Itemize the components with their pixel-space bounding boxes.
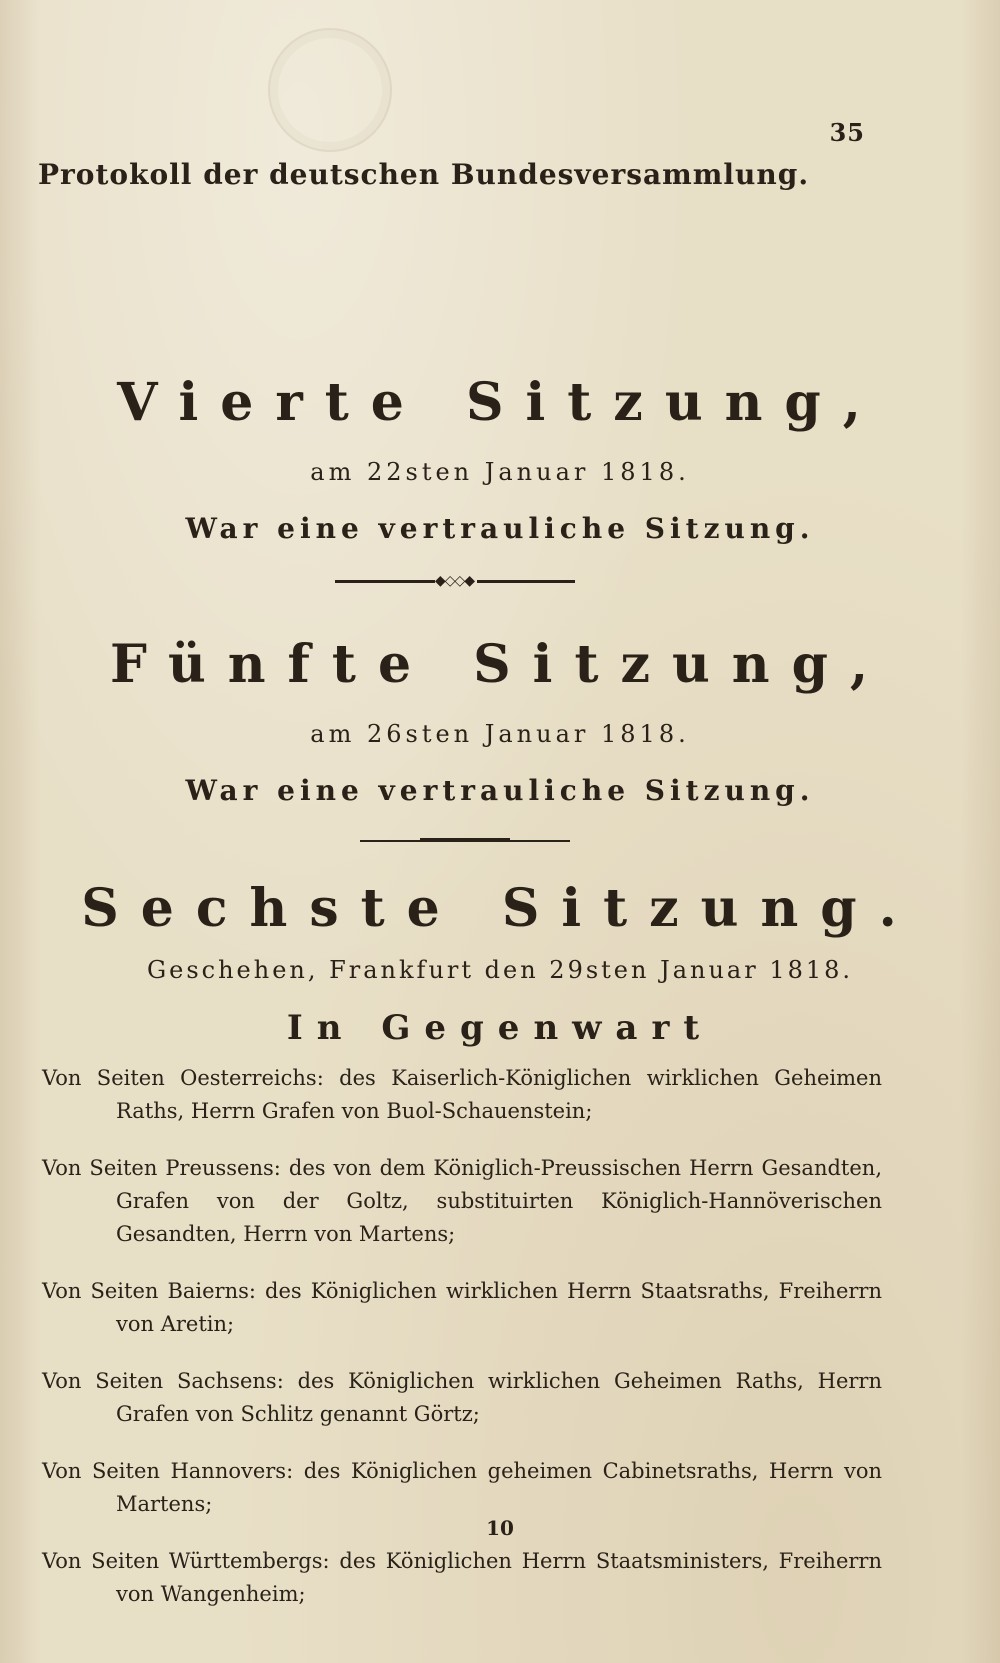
presence-entry-wuerttemberg: Von Seiten Württembergs: des Königlichen Herrn Staatsministers, Freiherrn von Wangenheim; [42, 1549, 882, 1606]
presence-entry-preussen: Von Seiten Preussens: des von dem Königlich-Preussischen Herrn Gesandten, Grafen von der Goltz, substituirten Königlich-Hannöverischen Gesandten, Herrn von Martens; [42, 1156, 882, 1246]
section-title-sechste: Sechste Sitzung. [81, 878, 919, 939]
presence-list [42, 1062, 882, 1635]
signature-mark: 10 [486, 1516, 514, 1540]
section-note-vierte: War eine vertrauliche Sitzung. [185, 512, 815, 545]
page-number: 35 [829, 118, 865, 147]
presence-entry-sachsen: Von Seiten Sachsens: des Königlichen wirklichen Geheimen Raths, Herrn Grafen von Schlitz genannt Görtz; [42, 1369, 882, 1426]
running-head: Protokoll der deutschen Bundesversammlung. [38, 158, 810, 191]
presence-entry-oesterreich: Von Seiten Oesterreichs: des Kaiserlich-Königlichen wirklichen Geheimen Raths, Herrn Grafen von Buol-Schauenstein; [42, 1066, 882, 1123]
section-title-fuenfte: Fünfte Sitzung, [109, 634, 891, 695]
section-date-sechste: Geschehen, Frankfurt den 29sten Januar 1818. [146, 956, 854, 984]
presence-heading: In Gegenwart [286, 1008, 714, 1048]
section-date-fuenfte: am 26sten Januar 1818. [310, 720, 690, 748]
section-note-fuenfte: War eine vertrauliche Sitzung. [185, 774, 815, 807]
presence-entry-baiern: Von Seiten Baierns: des Königlichen wirklichen Herrn Staatsraths, Freiherrn von Aretin; [42, 1279, 882, 1336]
library-stamp-faded [268, 28, 392, 152]
book-page: 35 Protokoll der deutschen Bundesversammlung. Vierte Sitzung, am 22sten Januar 1818. War eine vertrauliche Sitzung. ◆◇◇◆ Fünfte Sitzung, am 26sten Januar 1818. War eine vertrauliche Sitzung. Sechste Sitzung. Geschehen, Frankfurt den 29sten Januar 1818. In Gegenwart Von Seiten Oesterreichs: des Kaiserlich-Königlichen wirklichen Geheimen Raths, Herrn Grafen von Buol-Schauenstein; Von Seiten Preussens: des von dem Königlich-Preussischen Herrn Gesandten, Grafen von der Goltz, substituirten Königlich-Hannöverischen Gesandten, Herrn von Martens; Von Seiten Baierns: des Königlichen wirklichen Herrn Staatsraths, Freiherrn von Aretin; Von Seiten Sachsens: des Königlichen wirklichen Geheimen Raths, Herrn Grafen von Schlitz genannt Görtz; Von Seiten Hannovers: des Königlichen geheimen Cabinetsraths, Herrn von Martens; Von Seiten Württembergs: des Königlichen Herrn Staatsministers, Freiherrn von Wangenheim; 10 [0, 0, 1000, 1663]
presence-entry-hannover: Von Seiten Hannovers: des Königlichen geheimen Cabinetsraths, Herrn von Martens; [42, 1459, 882, 1516]
section-title-vierte: Vierte Sitzung, [117, 372, 883, 433]
section-date-vierte: am 22sten Januar 1818. [310, 458, 690, 486]
